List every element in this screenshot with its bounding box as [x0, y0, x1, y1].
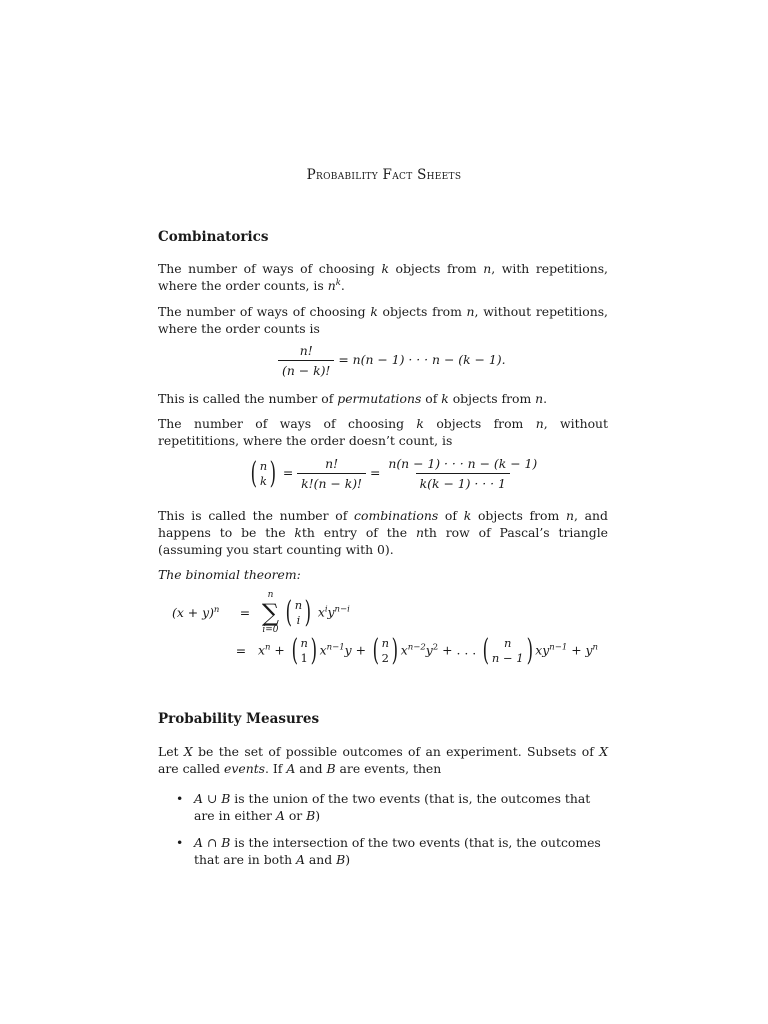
bt-x-exp: n−1: [326, 642, 345, 653]
math-n: n: [415, 525, 424, 540]
bt-y-exp: n−1: [549, 642, 568, 653]
math-X: X: [599, 744, 609, 759]
math-n: n: [466, 304, 475, 319]
text: Let: [158, 744, 184, 759]
text: .: [543, 391, 548, 406]
text: The number of ways of choosing: [158, 304, 371, 319]
text: This is called the number of: [158, 508, 355, 523]
math-n: n: [535, 391, 544, 406]
math-exp-k: k: [335, 277, 341, 288]
text: objects from: [388, 261, 484, 276]
fraction: [384, 456, 541, 491]
math-A: A: [275, 808, 285, 823]
equation-combinations: [248, 456, 541, 491]
text: are called: [158, 761, 225, 776]
paragraph-without-repetitions: [158, 303, 608, 337]
text: and: [304, 852, 337, 867]
text: th row of Pascal’s triangle (assuming you start counting with 0).: [158, 525, 608, 557]
math-k: k: [463, 508, 472, 523]
left-paren: (: [250, 455, 258, 491]
sigma-icon: ∑: [261, 599, 280, 627]
text: , and happens to be the: [158, 508, 608, 540]
text: is the union of the two events (that is, the outcomes that are in either: [194, 791, 591, 823]
math-n: n: [327, 278, 336, 293]
binom-top: n: [294, 598, 303, 612]
math-k: k: [416, 416, 424, 431]
bt-lhs: [172, 605, 228, 620]
binom-bottom: i: [296, 613, 301, 627]
fraction-denominator: k(k − 1) · · · 1: [416, 473, 510, 491]
paragraph-permutations: [158, 390, 608, 407]
text: .: [340, 278, 345, 293]
binom-bottom: 2: [381, 651, 389, 665]
bt-y: y: [425, 642, 433, 658]
bt-y: y: [344, 642, 352, 658]
binomial-coefficient: [248, 455, 279, 491]
fraction-denominator: (n − k)!: [278, 360, 334, 378]
text: be the set of possible outcomes of an experiment. Subsets of: [192, 744, 600, 759]
text: The number of ways of choosing: [158, 416, 417, 431]
bt-y-exp: 2: [432, 642, 439, 653]
emphasis-combinations: combinations: [354, 508, 439, 523]
binom-top: n: [259, 458, 268, 473]
math-k: k: [381, 261, 389, 276]
left-paren: (: [372, 633, 379, 668]
bt-x: x: [400, 642, 408, 658]
math-intersection: A ∩ B: [194, 835, 231, 850]
math-A: A: [296, 852, 305, 867]
text: ): [345, 852, 351, 867]
binom-bottom: 1: [300, 651, 308, 665]
right-paren: ): [269, 455, 277, 491]
list-item-union: [176, 790, 608, 824]
fraction-numerator: n!: [299, 343, 313, 358]
bt-lhs-exp: n: [213, 604, 220, 615]
binom-top: n: [381, 636, 390, 650]
bt-x-exp: n−2: [407, 642, 426, 653]
page-title: Probability Fact Sheets: [306, 167, 462, 183]
binom-top: n: [503, 636, 512, 650]
bt-x: x: [257, 642, 265, 658]
paragraph-with-repetitions: [158, 260, 608, 294]
text: of: [421, 391, 442, 406]
right-paren: ): [304, 595, 312, 630]
binom-bottom: k: [259, 473, 267, 488]
math-k: k: [441, 391, 449, 406]
bullet-icon: •: [176, 835, 184, 850]
math-n: n: [566, 508, 574, 523]
equals-sign: =: [239, 604, 251, 620]
fraction: [278, 343, 334, 378]
left-paren: (: [482, 633, 490, 668]
math-n: n: [535, 416, 544, 431]
math-n: n: [483, 261, 492, 276]
math-k: k: [370, 304, 378, 319]
bullet-icon: •: [176, 791, 184, 806]
text: , with repetitions, where the order counts, is: [158, 261, 608, 293]
right-paren: ): [310, 633, 317, 668]
right-paren: ): [391, 633, 399, 668]
emphasis-permutations: permutations: [337, 391, 422, 406]
math-B: B: [336, 852, 346, 867]
text: , without repetititions, where the order doesn’t count, is: [158, 416, 608, 448]
fraction: [297, 456, 366, 491]
equals-sign: =: [235, 642, 247, 658]
text: , without repetitions, where the order counts is: [158, 304, 608, 336]
binomial-coefficient: [283, 595, 314, 630]
emphasis-events: events: [224, 761, 266, 776]
text: is the intersection of the two events (that is, the outcomes that are in both: [194, 835, 601, 867]
text: objects from: [471, 508, 566, 523]
text: The number of ways of choosing: [158, 261, 382, 276]
text: objects from: [377, 304, 467, 319]
binomial-theorem-label: The binomial theorem:: [158, 567, 301, 582]
equation-permutations: [278, 343, 506, 378]
bt-x: x: [319, 642, 327, 658]
math-k: k: [294, 525, 302, 540]
sum-upper: n: [267, 590, 274, 600]
math-X: X: [183, 744, 193, 759]
binomial-theorem-line-2: [228, 633, 599, 668]
paragraph-events: [158, 743, 608, 777]
math-union: A ∪ B: [194, 791, 231, 806]
binomial-coefficient: [370, 633, 401, 668]
bt-x-exp: i: [324, 604, 328, 615]
section-heading-combinatorics: Combinatorics: [158, 229, 269, 245]
list-item-intersection: [176, 834, 608, 868]
bt-y: y: [327, 604, 335, 620]
math-A: A: [286, 761, 296, 776]
bt-y-exp: n: [592, 642, 599, 653]
binom-top: n: [300, 636, 308, 650]
math-B: B: [326, 761, 336, 776]
ellipsis: + . . .: [442, 642, 477, 658]
binom-bottom: n − 1: [491, 651, 524, 665]
left-paren: (: [291, 633, 298, 668]
left-paren: (: [285, 595, 293, 630]
summation: [262, 590, 279, 636]
sum-lower: i=0: [262, 625, 279, 635]
text: This is called the number of: [158, 391, 338, 406]
plus-sign: +: [274, 642, 285, 658]
plus-sign: +: [355, 642, 366, 658]
paragraph-combinations: [158, 507, 608, 558]
event-operations-list: [176, 790, 608, 868]
text: and: [295, 761, 327, 776]
text: objects from: [423, 416, 536, 431]
text: of: [438, 508, 464, 523]
bt-x-exp: n: [264, 642, 271, 653]
bt-y-exp: n−i: [334, 604, 350, 615]
binomial-coefficient: [289, 633, 320, 668]
bt-xy: xy: [535, 642, 550, 658]
text: th entry of the: [301, 525, 416, 540]
bt-x: x: [317, 604, 325, 620]
section-heading-probability-measures: Probability Measures: [158, 711, 320, 727]
text: or: [284, 808, 307, 823]
text: are events, then: [335, 761, 442, 776]
binomial-coefficient: [480, 633, 535, 668]
equals-sign: =: [282, 465, 294, 480]
fraction-numerator: n(n − 1) · · · n − (k − 1): [388, 456, 538, 471]
equals-sign: =: [370, 465, 381, 480]
fraction-denominator: k!(n − k)!: [297, 473, 366, 491]
binomial-theorem-line-1: [172, 590, 350, 636]
fraction-numerator: n!: [325, 456, 339, 471]
text: objects from: [448, 391, 536, 406]
math-B: B: [306, 808, 316, 823]
bt-lhs-base: (x + y): [172, 604, 214, 620]
text: . If: [265, 761, 287, 776]
paragraph-order-doesnt-count: [158, 415, 608, 449]
bt-plus-y: + y: [571, 642, 593, 658]
equation-rhs: = n(n − 1) · · · n − (k − 1).: [338, 352, 506, 367]
text: ): [315, 808, 321, 823]
right-paren: ): [526, 633, 533, 668]
